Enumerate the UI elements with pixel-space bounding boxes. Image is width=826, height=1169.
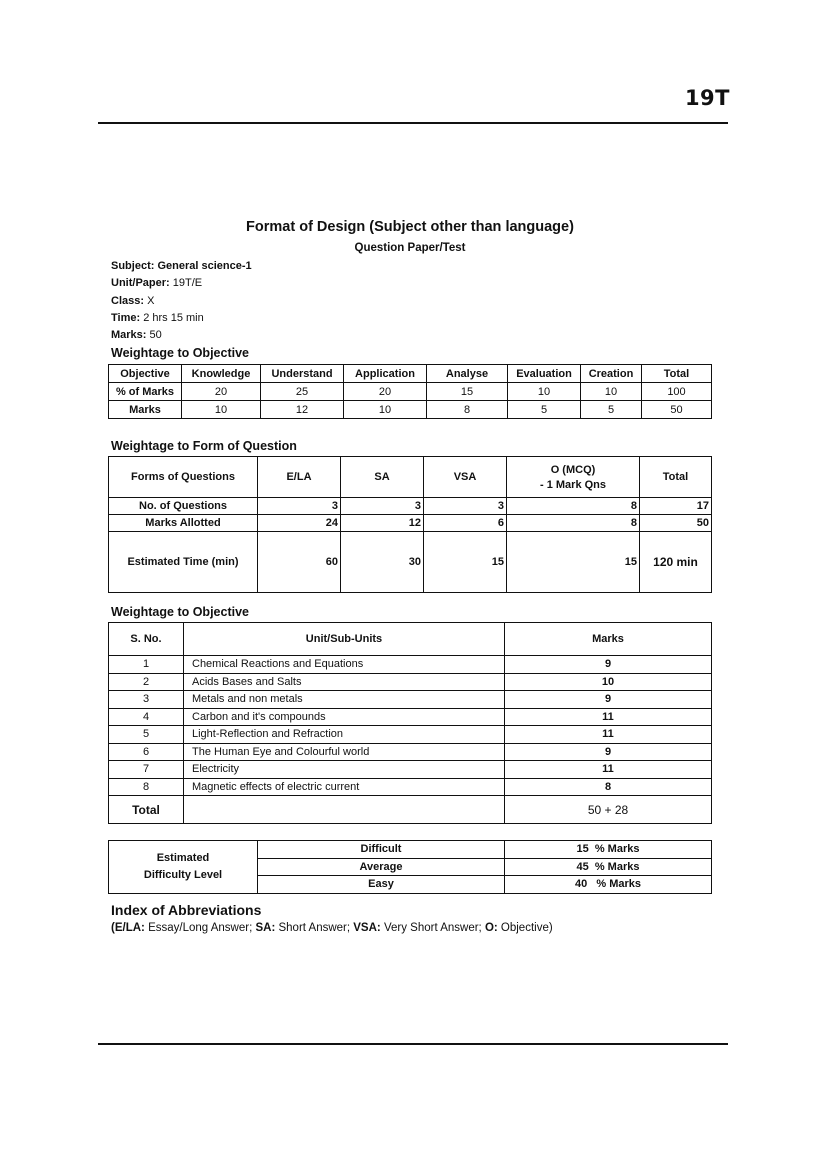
serial-number: 8 xyxy=(109,778,184,796)
meta-time xyxy=(111,310,252,327)
header-cell: Evaluation xyxy=(508,365,581,383)
header-cell: Understand xyxy=(261,365,344,383)
unit-name: Electricity xyxy=(184,761,505,779)
cell: 30 xyxy=(341,532,424,593)
row-label: Marks xyxy=(109,401,182,419)
header-cell: Creation xyxy=(581,365,642,383)
difficulty-label xyxy=(109,841,258,894)
meta-value: X xyxy=(147,294,155,307)
table-row xyxy=(109,708,712,726)
table-row xyxy=(109,673,712,691)
unit-name: Acids Bases and Salts xyxy=(184,673,505,691)
cell: 20 xyxy=(182,383,261,401)
meta-label: Unit/Paper: xyxy=(111,277,170,290)
table-row xyxy=(109,761,712,779)
header-cell: Forms of Questions xyxy=(109,457,258,498)
unit-name: Light-Reflection and Refraction xyxy=(184,726,505,744)
difficulty-level: Average xyxy=(258,858,505,876)
row-label: No. of Questions xyxy=(109,498,258,515)
cell: 3 xyxy=(424,498,507,515)
serial-number: 1 xyxy=(109,656,184,674)
table-row xyxy=(109,841,712,859)
difficulty-percent: 45 % Marks xyxy=(505,858,712,876)
meta-value: 19T/E xyxy=(172,277,203,290)
abbreviations-list xyxy=(111,922,553,934)
difficulty-label-line: Estimated xyxy=(156,851,210,864)
meta-subject xyxy=(111,258,252,275)
cell: 8 xyxy=(507,515,640,532)
difficulty-level: Easy xyxy=(258,876,505,894)
row-label: Estimated Time (min) xyxy=(109,532,258,593)
total-label: Total xyxy=(109,796,184,824)
row-label: Marks Allotted xyxy=(109,515,258,532)
cell: 8 xyxy=(507,498,640,515)
header-text: O (MCQ) xyxy=(550,463,596,476)
table-header-row xyxy=(109,623,712,656)
cell: 10 xyxy=(581,383,642,401)
unit-name: Metals and non metals xyxy=(184,691,505,709)
unit-marks: 9 xyxy=(505,656,712,674)
cell: 15 xyxy=(424,532,507,593)
table-header-row xyxy=(109,457,712,498)
row-label: % of Marks xyxy=(109,383,182,401)
meta-marks xyxy=(111,327,252,344)
header-cell: Application xyxy=(344,365,427,383)
abbr-key: SA: xyxy=(255,922,276,934)
cell: 12 xyxy=(261,401,344,419)
cell: 12 xyxy=(341,515,424,532)
cell: 17 xyxy=(640,498,712,515)
abbr-meaning: Short Answer; xyxy=(275,922,354,934)
abbreviations-title: Index of Abbreviations xyxy=(111,902,262,918)
unit-name: Carbon and it's compounds xyxy=(184,708,505,726)
header-cell: Knowledge xyxy=(182,365,261,383)
table-row xyxy=(109,778,712,796)
section-title-forms: Weightage to Form of Question xyxy=(111,439,297,453)
difficulty-percent: 15 % Marks xyxy=(505,841,712,859)
abbr-meaning: Very Short Answer; xyxy=(380,922,485,934)
table-row xyxy=(109,726,712,744)
meta-value: General science-1 xyxy=(157,260,252,272)
table-header-row xyxy=(109,365,712,383)
cell: 15 xyxy=(507,532,640,593)
unit-marks: 9 xyxy=(505,743,712,761)
header-cell: Total xyxy=(642,365,712,383)
serial-number: 2 xyxy=(109,673,184,691)
header-cell: Total xyxy=(640,457,712,498)
serial-number: 4 xyxy=(109,708,184,726)
units-weightage-table xyxy=(108,622,712,824)
header-cell: Unit/Sub-Units xyxy=(184,623,505,656)
cell: 25 xyxy=(261,383,344,401)
header-cell-mcq xyxy=(507,457,640,498)
cell: 120 min xyxy=(640,532,712,593)
cell: 5 xyxy=(508,401,581,419)
footer-rule xyxy=(98,1043,728,1045)
total-row xyxy=(109,796,712,824)
meta-label: Marks: xyxy=(111,329,147,342)
abbr-key: E/LA: xyxy=(114,922,145,934)
abbr-meaning: Essay/Long Answer; xyxy=(144,922,256,934)
page-code: 19T xyxy=(684,86,730,110)
header-rule xyxy=(98,122,728,124)
meta-label: Subject: xyxy=(111,260,155,272)
cell: 20 xyxy=(344,383,427,401)
cell: 8 xyxy=(427,401,508,419)
document-title: Format of Design (Subject other than language) xyxy=(246,219,574,235)
unit-marks: 10 xyxy=(505,673,712,691)
header-cell: Marks xyxy=(505,623,712,656)
unit-marks: 8 xyxy=(505,778,712,796)
cell: 15 xyxy=(427,383,508,401)
forms-weightage-table xyxy=(108,456,712,593)
header-cell: Analyse xyxy=(427,365,508,383)
header-cell: E/LA xyxy=(258,457,341,498)
cell: 50 xyxy=(642,401,712,419)
document-subtitle: Question Paper/Test xyxy=(354,242,466,254)
section-title-units: Weightage to Objective xyxy=(111,605,249,619)
cell: 24 xyxy=(258,515,341,532)
serial-number: 3 xyxy=(109,691,184,709)
paren-open: ( xyxy=(111,922,115,934)
meta-value: 2 hrs 15 min xyxy=(143,311,204,324)
objective-weightage-table xyxy=(108,364,712,419)
table-row xyxy=(109,532,712,593)
abbr-meaning: Objective xyxy=(497,922,549,934)
serial-number: 7 xyxy=(109,761,184,779)
cell: 10 xyxy=(508,383,581,401)
cell: 100 xyxy=(642,383,712,401)
section-title-objective: Weightage to Objective xyxy=(111,346,249,360)
unit-marks: 11 xyxy=(505,761,712,779)
table-row xyxy=(109,743,712,761)
meta-value: 50 xyxy=(149,329,162,342)
unit-marks: 11 xyxy=(505,726,712,744)
cell: 5 xyxy=(581,401,642,419)
cell: 50 xyxy=(640,515,712,532)
header-subtext: - 1 Mark Qns xyxy=(539,478,607,491)
serial-number: 6 xyxy=(109,743,184,761)
empty-cell xyxy=(184,796,505,824)
table-row xyxy=(109,656,712,674)
cell: 6 xyxy=(424,515,507,532)
unit-name: The Human Eye and Colourful world xyxy=(184,743,505,761)
meta-unit-paper xyxy=(111,275,252,292)
header-cell: SA xyxy=(341,457,424,498)
table-row xyxy=(109,515,712,532)
header-cell: Objective xyxy=(109,365,182,383)
unit-name: Chemical Reactions and Equations xyxy=(184,656,505,674)
total-value: 50 + 28 xyxy=(505,796,712,824)
difficulty-level-table xyxy=(108,840,712,894)
table-row xyxy=(109,498,712,515)
unit-marks: 9 xyxy=(505,691,712,709)
cell: 10 xyxy=(344,401,427,419)
table-row xyxy=(109,383,712,401)
difficulty-label-line: Difficulty Level xyxy=(143,868,223,881)
table-row xyxy=(109,401,712,419)
unit-name: Magnetic effects of electric current xyxy=(184,778,505,796)
header-cell: S. No. xyxy=(109,623,184,656)
cell: 3 xyxy=(258,498,341,515)
cell: 3 xyxy=(341,498,424,515)
difficulty-percent: 40 % Marks xyxy=(505,876,712,894)
meta-label: Time: xyxy=(111,311,141,324)
unit-marks: 11 xyxy=(505,708,712,726)
abbr-key: O: xyxy=(484,922,498,934)
header-cell: VSA xyxy=(424,457,507,498)
meta-label: Class: xyxy=(111,294,145,307)
serial-number: 5 xyxy=(109,726,184,744)
paper-meta xyxy=(111,258,252,344)
cell: 60 xyxy=(258,532,341,593)
paren-close: ) xyxy=(548,922,553,934)
difficulty-level: Difficult xyxy=(258,841,505,859)
meta-class xyxy=(111,293,252,310)
abbr-key: VSA: xyxy=(353,922,381,934)
cell: 10 xyxy=(182,401,261,419)
table-row xyxy=(109,691,712,709)
